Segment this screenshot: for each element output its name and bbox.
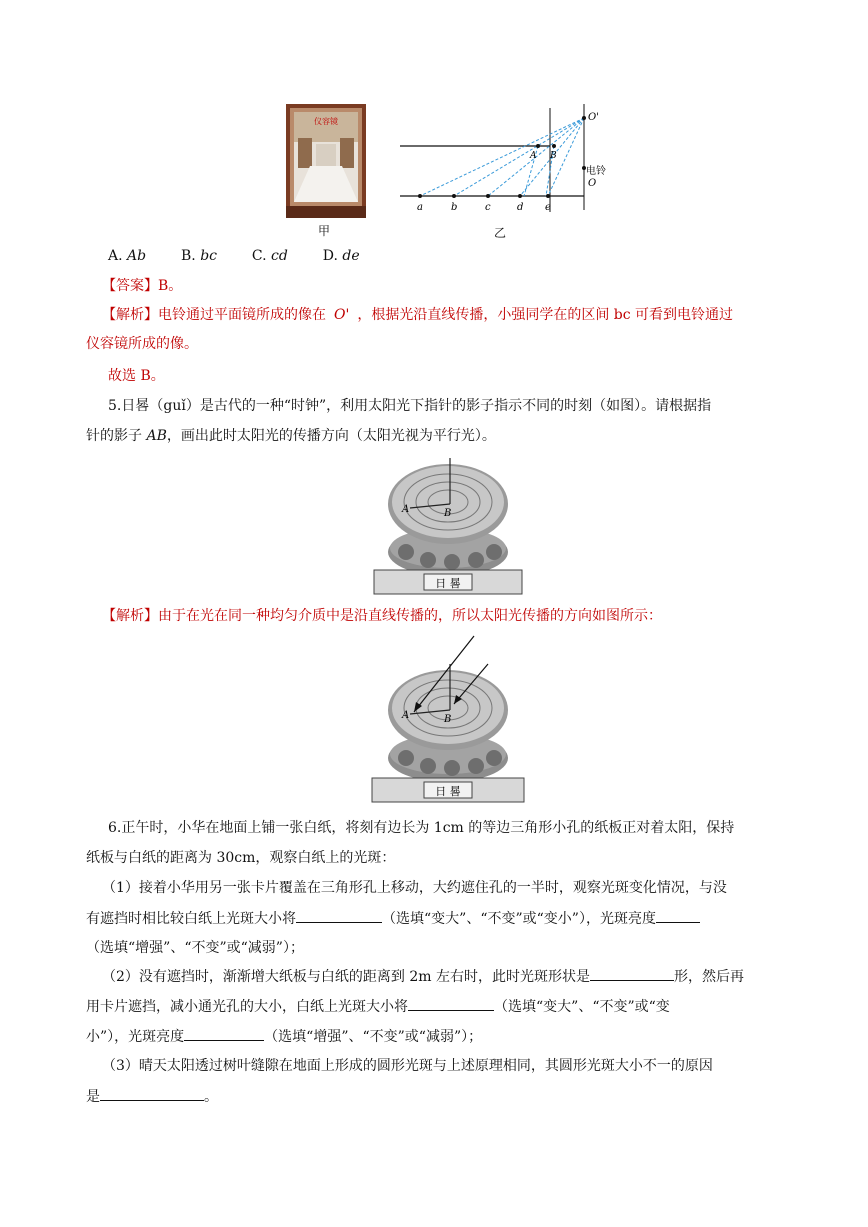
label-e: e bbox=[545, 202, 551, 213]
answer-blank-brightness-2[interactable] bbox=[184, 1026, 264, 1041]
answer-blank-shape[interactable] bbox=[590, 966, 674, 981]
label-bell: 电铃 bbox=[586, 166, 606, 177]
q6-text: 形，然后再 bbox=[674, 969, 744, 985]
option-d-key: D. bbox=[322, 248, 338, 264]
sundial-label-A: A bbox=[402, 504, 410, 515]
q4-conclusion: 故选 B。 bbox=[108, 368, 165, 384]
label-B: B bbox=[550, 151, 557, 161]
q5-line2 bbox=[86, 426, 496, 446]
label-O-prime: O' bbox=[588, 112, 599, 123]
q6-line2: 纸板与白纸的距离为 30cm，观察白纸上的光斑： bbox=[86, 850, 396, 866]
q6-text: 用卡片遮挡，减小通光孔的大小，白纸上光斑大小将 bbox=[86, 999, 408, 1015]
figure-yi bbox=[396, 102, 618, 220]
q5-line1: 5.日晷（guǐ）是古代的一种“时钟”，利用太阳光下指针的影子指示不同的时刻（如图）。请根据指 bbox=[108, 398, 712, 414]
figure-yi-caption: 乙 bbox=[494, 226, 507, 240]
sundial-base-text: 日 晷 bbox=[435, 577, 461, 590]
answer-blank-reason[interactable] bbox=[100, 1086, 204, 1101]
q4-analysis-line1 bbox=[102, 305, 733, 325]
answer-blank-brightness[interactable] bbox=[656, 908, 700, 923]
q6-p1-line1: （1）接着小华用另一张卡片覆盖在三角形孔上移动，大约遮住孔的一半时，观察光斑变化情况，与没 bbox=[102, 880, 727, 896]
option-a-value: Ab bbox=[127, 248, 147, 264]
sundial2-label-B: B bbox=[444, 714, 452, 725]
option-c-value: cd bbox=[271, 248, 288, 264]
q6-text: 。 bbox=[204, 1089, 218, 1105]
analysis-tag: 【解析】 bbox=[102, 307, 158, 323]
figure-jia bbox=[286, 104, 366, 218]
q4-answer: 【答案】B。 bbox=[102, 278, 183, 294]
answer-blank-size[interactable] bbox=[296, 908, 382, 923]
sundial-label-B: B bbox=[444, 508, 452, 519]
figure-jia-caption: 甲 bbox=[318, 224, 331, 238]
option-c-key: C. bbox=[251, 248, 267, 264]
q5-shadow-label: AB bbox=[146, 428, 167, 444]
sundial-figure-1 bbox=[372, 456, 524, 596]
label-c: c bbox=[485, 202, 491, 213]
label-d: d bbox=[517, 202, 524, 213]
q6-text: 是 bbox=[86, 1089, 100, 1105]
label-b: b bbox=[451, 202, 458, 213]
analysis-tag: 【解析】 bbox=[102, 608, 158, 624]
analysis-text: 电铃通过平面镜所成的像在 bbox=[158, 307, 326, 323]
q4-analysis-line2: 仪容镜所成的像。 bbox=[86, 336, 198, 352]
mirror-photo bbox=[286, 104, 366, 218]
analysis-text: ，根据光沿直线传播，小强同学在的区间 bc 可看到电铃通过 bbox=[357, 307, 734, 323]
q6-text: 有遮挡时相比较白纸上光斑大小将 bbox=[86, 911, 296, 927]
q5-text: 针的影子 bbox=[86, 428, 142, 444]
q6-text: （2）没有遮挡时，渐渐增大纸板与白纸的距离到 2m 左右时，此时光斑形状是 bbox=[102, 969, 590, 985]
label-a: a bbox=[417, 202, 423, 213]
q6-p1-line3: （选填“增强”、“不变”或“减弱”）； bbox=[86, 940, 304, 956]
answer-blank-size-2[interactable] bbox=[408, 996, 494, 1011]
analysis-text: 由于在光在同一种均匀介质中是沿直线传播的，所以太阳光传播的方向如图所示： bbox=[158, 608, 662, 624]
ray-diagram bbox=[396, 102, 618, 220]
q6-text: （选填“变大”、“不变”或“变 bbox=[494, 999, 670, 1015]
q6-p2-line1 bbox=[102, 966, 744, 987]
q6-text: （选填“变大”、“不变”或“变小”），光斑亮度 bbox=[382, 911, 656, 927]
q6-text: 小”），光斑亮度 bbox=[86, 1029, 185, 1045]
option-b-value: bc bbox=[200, 248, 218, 264]
q4-options bbox=[108, 246, 360, 266]
sundial2-base-text: 日 晷 bbox=[435, 785, 461, 798]
analysis-image-point: O' bbox=[334, 307, 350, 323]
q6-p3-line2 bbox=[86, 1086, 218, 1107]
sundial-figure-2 bbox=[370, 632, 526, 804]
option-b-key: B. bbox=[181, 248, 196, 264]
q6-p2-line2 bbox=[86, 996, 670, 1017]
mirror-sign-text: 仪容镜 bbox=[314, 117, 338, 126]
q5-analysis bbox=[102, 606, 662, 626]
q6-line1: 6.正午时，小华在地面上铺一张白纸，将刻有边长为 1cm 的等边三角形小孔的纸板正对着太阳，保持 bbox=[108, 820, 735, 836]
q5-text: ，画出此时太阳光的传播方向（太阳光视为平行光）。 bbox=[166, 428, 496, 444]
label-O: O bbox=[588, 178, 597, 189]
sundial2-label-A: A bbox=[402, 710, 410, 721]
sundial-image bbox=[372, 456, 524, 596]
q6-p2-line3 bbox=[86, 1026, 482, 1047]
q6-text: （选填“增强”、“不变”或“减弱”）； bbox=[264, 1029, 483, 1045]
option-d-value: de bbox=[342, 248, 360, 264]
sundial-rays-image bbox=[370, 632, 526, 804]
option-a-key: A. bbox=[108, 248, 123, 264]
q6-p1-line2 bbox=[86, 908, 700, 929]
label-A: A bbox=[530, 151, 537, 161]
q6-p3-line1: （3）晴天太阳透过树叶缝隙在地面上形成的圆形光斑与上述原理相同，其圆形光斑大小不一的原因 bbox=[102, 1058, 713, 1074]
